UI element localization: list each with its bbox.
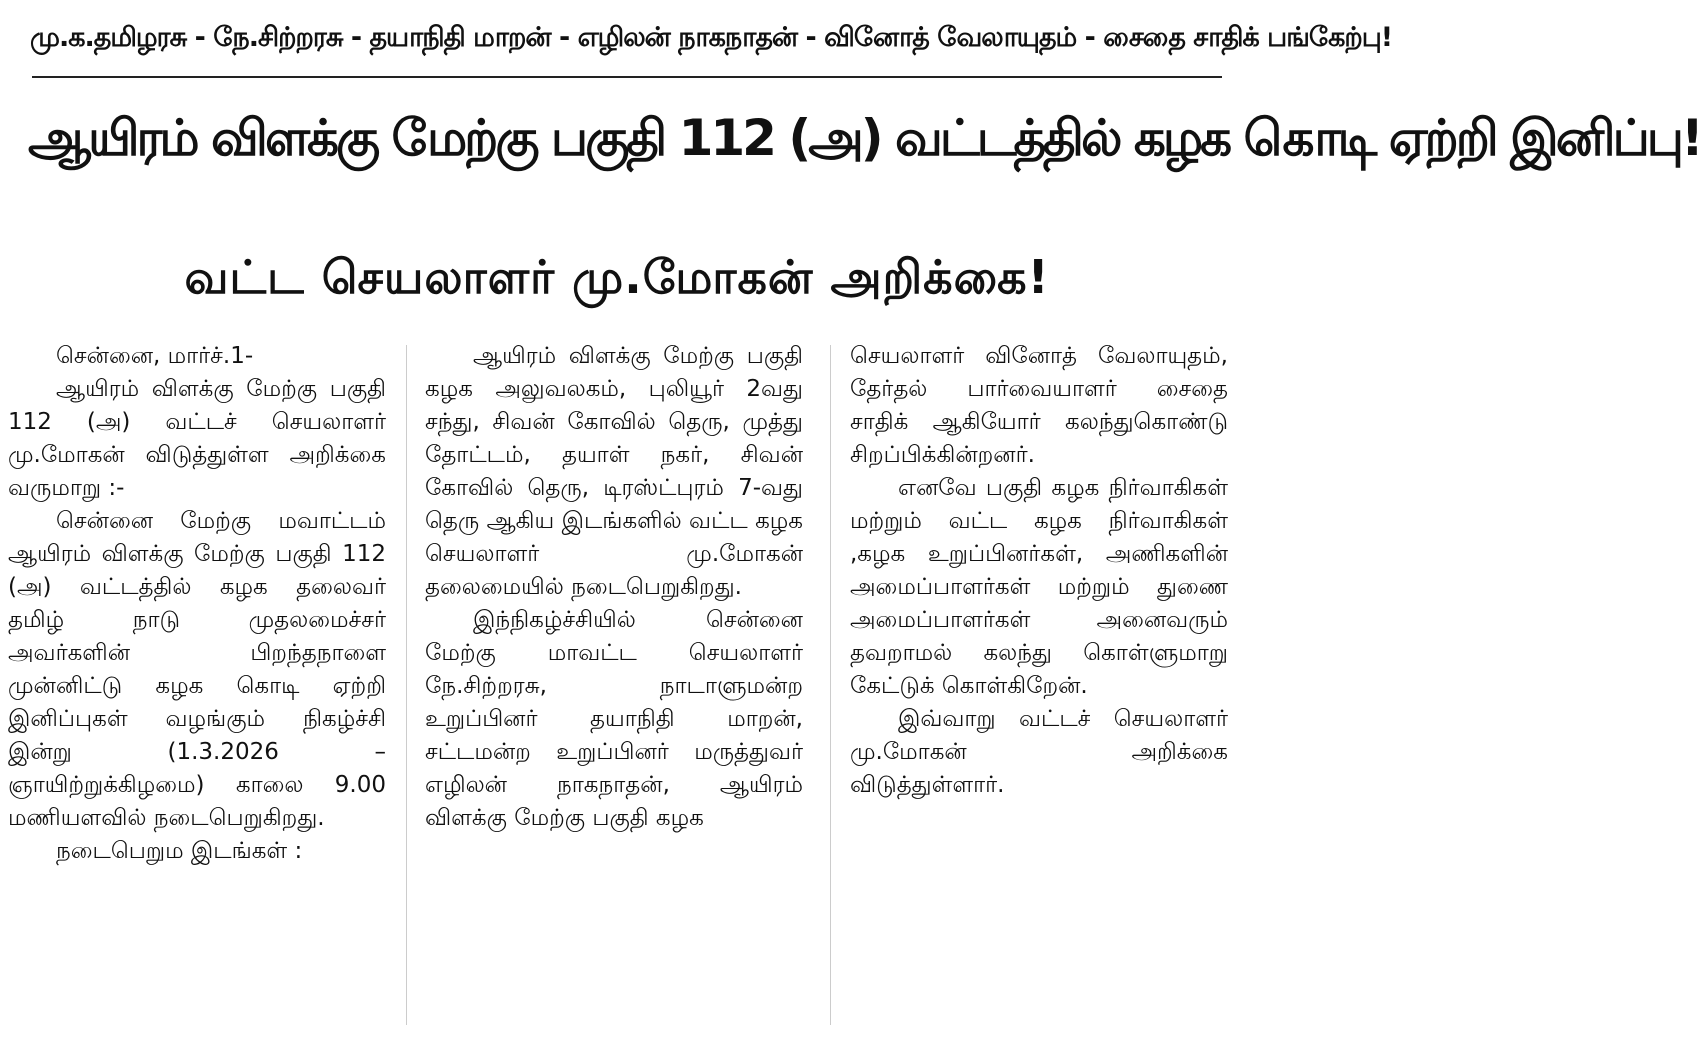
paragraph: சென்னை மேற்கு மவாட்டம் ஆயிரம் விளக்கு மேற்கு பகுதி 112 (அ) வட்டத்தில் கழக தலைவர் தமிழ் நாடு முதலமைச்சர் அவர்களின் பிறந்தநாளை முன்னிட்டு கழக கொடி ஏற்றி இனிப்புகள் வழங்கும் நிகழ்ச்சி இன்று (1.3.2026 – ஞாயிற்றுக்கிழமை) காலை 9.00 மணியளவில் நடைபெறுகிறது. (8, 508, 386, 831)
paragraph: ஆயிரம் விளக்கு மேற்கு பகுதி கழக அலுவலகம், புலியூர் 2வது சந்து, சிவன் கோவில் தெரு, முத்து தோட்டம், தயாள் நகர், சிவன் கோவில் தெரு, டிரஸ்ட்புரம் 7-வது தெரு ஆகிய இடங்களில் வட்ட கழக செயலாளர் மு.மோகன் தலைமையில் நடைபெறுகிறது. (425, 343, 803, 600)
paragraph: எனவே பகுதி கழக நிர்வாகிகள் மற்றும் வட்ட கழக நிர்வாகிகள் ,கழக உறுப்பினர்கள், அணிகளின் அமைப்பாளர்கள் மற்றும் துணை அமைப்பாளர்கள் அனைவரும் தவறாமல் கலந்து கொள்ளுமாறு கேட்டுக் கொள்கிறேன். (850, 475, 1228, 699)
header-rule (32, 76, 1222, 78)
subheadline: வட்ட செயலாளர் மு.மோகன் அறிக்கை! (184, 250, 1050, 304)
column-divider (406, 345, 407, 1025)
dateline: சென்னை, மார்ச்.1- (56, 343, 254, 369)
paragraph: ஆயிரம் விளக்கு மேற்கு பகுதி 112 (அ) வட்டச் செயலாளர் மு.மோகன் விடுத்துள்ள அறிக்கை வருமாறு :- (8, 376, 386, 501)
headline: ஆயிரம் விளக்கு மேற்கு பகுதி 112 (அ) வட்டத்தில் கழக கொடி ஏற்றி இனிப்பு! (28, 109, 1701, 167)
article-column-3 (850, 340, 1228, 1040)
column-divider (830, 345, 831, 1025)
paragraph: இவ்வாறு வட்டச் செயலாளர் மு.மோகன் அறிக்கை விடுத்துள்ளார். (850, 706, 1228, 798)
paragraph: செயலாளர் வினோத் வேலாயுதம், தேர்தல் பார்வையாளர் சைதை சாதிக் ஆகியோர் கலந்துகொண்டு சிறப்பிக்கின்றனர். (850, 343, 1228, 468)
kicker-line: மு.க.தமிழரசு - நே.சிற்றரசு - தயாநிதி மாறன் - எழிலன் நாகநாதன் - வினோத் வேலாயுதம் - சைதை சாதிக் பங்கேற்பு! (30, 22, 1393, 53)
article-column-1 (8, 340, 386, 1040)
paragraph: இந்நிகழ்ச்சியில் சென்னை மேற்கு மாவட்ட செயலாளர் நே.சிற்றரசு, நாடாளுமன்ற உறுப்பினர் தயாநிதி மாறன், சட்டமன்ற உறுப்பினர் மருத்துவர் எழிலன் நாகநாதன், ஆயிரம் விளக்கு மேற்கு பகுதி கழக (425, 607, 803, 831)
article-column-2 (425, 340, 803, 1040)
paragraph: நடைபெறும இடங்கள் : (56, 838, 303, 864)
